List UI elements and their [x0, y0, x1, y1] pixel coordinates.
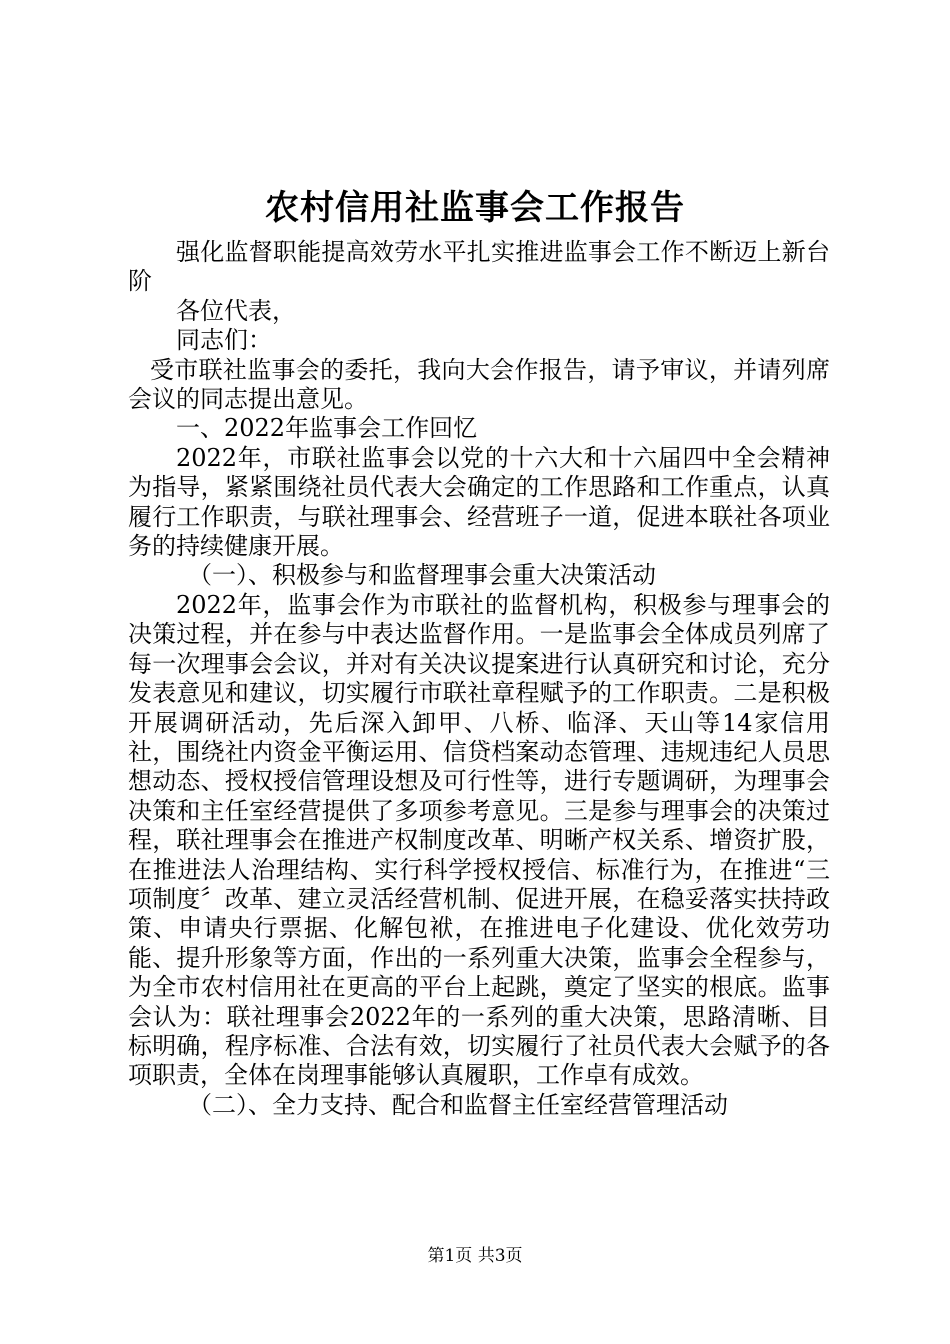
- body-paragraph: 2022年，市联社监事会以党的十六大和十六届四中全会精神为指导，紧紧围绕社员代表大会确定的工作思路和工作重点，认真履行工作职责，与联社理事会、经营班子一道，促进本联社各项业务的持续健康开展。: [128, 443, 830, 561]
- salutation-comrades: 同志们：: [176, 326, 272, 355]
- page-footer: 第1页 共3页: [427, 1246, 523, 1266]
- subsection-heading-2: （二）、全力支持、配合和监督主任室经营管理活动: [188, 1090, 728, 1119]
- intro-paragraph: 受市联社监事会的委托，我向大会作报告，请予审议，并请列席会议的同志提出意见。: [128, 355, 830, 414]
- salutation-delegates: 各位代表，: [176, 296, 296, 325]
- subtitle-paragraph: 强化监督职能提高效劳水平扎实推进监事会工作不断迈上新台阶: [128, 238, 830, 296]
- section-heading-1: 一、2022年监事会工作回忆: [176, 414, 478, 443]
- document-body: [128, 238, 830, 1120]
- body-paragraph: 2022年，监事会作为市联社的监督机构，积极参与理事会的决策过程，并在参与中表达监督作用。一是监事会全体成员列席了每一次理事会会议，并对有关决议提案进行认真研究和讨论，充分发表意见和建议，切实履行市联社章程赋予的工作职责。二是积极开展调研活动，先后深入卸甲、八桥、临泽、天山等14家信用社，围绕社内资金平衡运用、信贷档案动态管理、违规违纪人员思想动态、授权授信管理设想及可行性等，进行专题调研，为理事会决策和主任室经营提供了多项参考意见。三是参与理事会的决策过程，联社理事会在推进产权制度改革、明晰产权关系、增资扩股，在推进法人治理结构、实行科学授权授信、标准行为，在推进“三项制度〞改革、建立灵活经营机制、促进开展，在稳妥落实扶持政策、申请央行票据、化解包袱，在推进电子化建设、优化效劳功能、提升形象等方面，作出的一系列重大决策，监事会全程参与，为全市农村信用社在更高的平台上起跳，奠定了坚实的根底。监事会认为：联社理事会2022年的一系列的重大决策，思路清晰、目标明确，程序标准、合法有效，切实履行了社员代表大会赋予的各项职责，全体在岗理事能够认真履职，工作卓有成效。: [128, 590, 830, 1090]
- document-title: 农村信用社监事会工作报告: [265, 188, 685, 228]
- subsection-heading-1: （一）、积极参与和监督理事会重大决策活动: [188, 561, 656, 590]
